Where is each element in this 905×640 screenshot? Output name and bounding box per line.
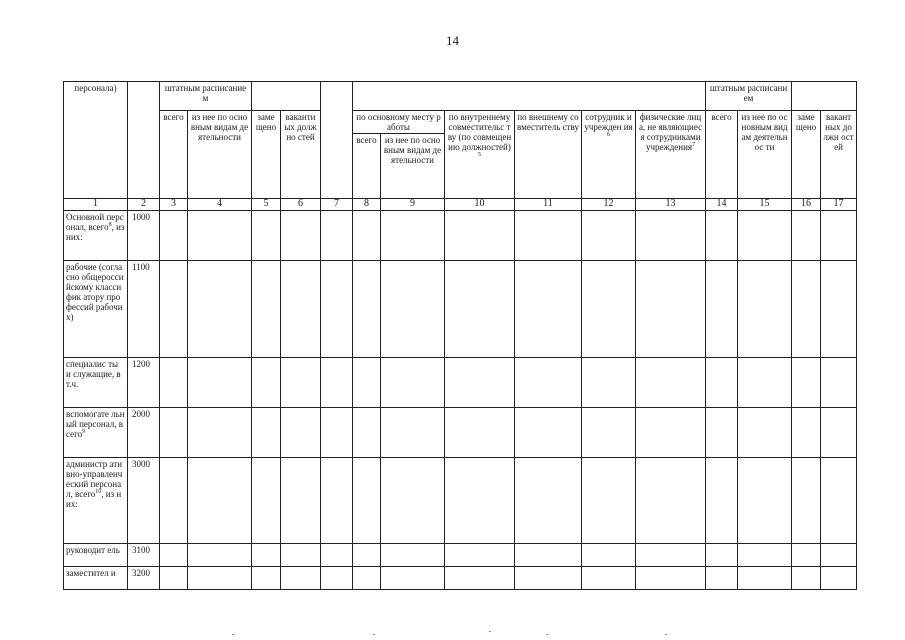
staff-table bbox=[63, 81, 857, 590]
header-iz-nee-2: из нее по основным видам деятельнос ти bbox=[738, 111, 792, 199]
row-code: 1100 bbox=[128, 261, 160, 358]
data-cell bbox=[792, 211, 821, 261]
header-iz-nee-1: из нее по основным видам деятельности bbox=[188, 111, 252, 199]
data-cell bbox=[281, 211, 321, 261]
data-cell bbox=[353, 261, 381, 358]
header-col7-blank bbox=[321, 82, 353, 199]
table-row bbox=[64, 408, 857, 458]
data-cell bbox=[252, 408, 281, 458]
data-cell bbox=[160, 544, 188, 567]
header-zameshcheno-1: заме щено bbox=[252, 111, 281, 199]
data-cell bbox=[188, 408, 252, 458]
table-row bbox=[64, 261, 857, 358]
data-cell bbox=[515, 567, 582, 590]
data-cell bbox=[792, 408, 821, 458]
data-cell bbox=[353, 211, 381, 261]
data-cell bbox=[252, 261, 281, 358]
column-number: 5 bbox=[252, 199, 281, 211]
header-vakantnyh-2: вакант ных должн остей bbox=[821, 111, 857, 199]
data-cell bbox=[281, 261, 321, 358]
data-cell bbox=[281, 358, 321, 408]
row-code: 1200 bbox=[128, 358, 160, 408]
data-cell bbox=[515, 261, 582, 358]
header-blank-b bbox=[353, 82, 706, 111]
header-vakantnyh-1: ваканти ых должно стей bbox=[281, 111, 321, 199]
data-cell bbox=[582, 358, 636, 408]
data-cell bbox=[821, 408, 857, 458]
data-cell bbox=[445, 211, 515, 261]
header-po-vneshnemu: по внешнему совместитель ству bbox=[515, 111, 582, 199]
header-shtat-2: штатным расписанием bbox=[706, 82, 792, 111]
data-cell bbox=[353, 458, 381, 544]
column-number: 1 bbox=[64, 199, 128, 211]
column-number: 13 bbox=[636, 199, 706, 211]
data-cell bbox=[445, 567, 515, 590]
data-cell bbox=[188, 261, 252, 358]
data-cell bbox=[381, 408, 445, 458]
data-cell bbox=[160, 567, 188, 590]
data-cell bbox=[515, 408, 582, 458]
column-number: 17 bbox=[821, 199, 857, 211]
data-cell bbox=[515, 544, 582, 567]
data-cell bbox=[353, 358, 381, 408]
data-cell bbox=[821, 261, 857, 358]
data-cell bbox=[738, 408, 792, 458]
row-label: Основной персонал, всего$^8$, из них: bbox=[64, 211, 128, 261]
header-row-top bbox=[64, 82, 857, 111]
scan-speck bbox=[546, 634, 548, 635]
data-cell bbox=[792, 544, 821, 567]
row-code: 3000 bbox=[128, 458, 160, 544]
column-number: 3 bbox=[160, 199, 188, 211]
data-cell bbox=[160, 211, 188, 261]
data-cell bbox=[582, 458, 636, 544]
data-cell bbox=[252, 567, 281, 590]
table-row bbox=[64, 458, 857, 544]
column-number: 12 bbox=[582, 199, 636, 211]
header-category: персонала) bbox=[64, 82, 128, 199]
row-label: вспомогате льный персонал, всего$^9$ bbox=[64, 408, 128, 458]
column-number: 6 bbox=[281, 199, 321, 211]
data-cell bbox=[188, 567, 252, 590]
column-number: 8 bbox=[353, 199, 381, 211]
table-row bbox=[64, 544, 857, 567]
data-cell bbox=[738, 458, 792, 544]
data-cell bbox=[792, 358, 821, 408]
row-label: администр ативно-управленч еский персонал, всего$^{10}$, из них: bbox=[64, 458, 128, 544]
scan-speck bbox=[489, 631, 491, 632]
data-cell bbox=[281, 458, 321, 544]
data-cell bbox=[321, 261, 353, 358]
data-cell bbox=[321, 358, 353, 408]
column-number: 7 bbox=[321, 199, 353, 211]
data-cell bbox=[321, 544, 353, 567]
row-label: руководит ель bbox=[64, 544, 128, 567]
data-cell bbox=[281, 544, 321, 567]
data-cell bbox=[636, 358, 706, 408]
data-cell bbox=[188, 358, 252, 408]
header-shtat-1: штатным расписанием bbox=[160, 82, 252, 111]
data-cell bbox=[582, 544, 636, 567]
header-blank-a bbox=[252, 82, 321, 111]
data-cell bbox=[381, 567, 445, 590]
data-cell bbox=[188, 211, 252, 261]
column-number: 10 bbox=[445, 199, 515, 211]
data-cell bbox=[252, 458, 281, 544]
header-sotrudniki: сотрудник и учрежден $ия^6$ bbox=[582, 111, 636, 199]
data-cell bbox=[821, 544, 857, 567]
data-cell bbox=[321, 458, 353, 544]
header-zameshcheno-2: заме щено bbox=[792, 111, 821, 199]
row-code: 2000 bbox=[128, 408, 160, 458]
data-cell bbox=[188, 458, 252, 544]
data-cell bbox=[636, 458, 706, 544]
column-number-row bbox=[64, 199, 857, 211]
data-cell bbox=[636, 408, 706, 458]
row-label: заместител и bbox=[64, 567, 128, 590]
header-fizicheskie: физические лица, не являющиеся сотрудниками учреждения$^7$ bbox=[636, 111, 706, 199]
data-cell bbox=[381, 261, 445, 358]
column-number: 2 bbox=[128, 199, 160, 211]
data-cell bbox=[821, 567, 857, 590]
data-cell bbox=[706, 458, 738, 544]
data-cell bbox=[188, 544, 252, 567]
data-cell bbox=[515, 358, 582, 408]
scan-speck bbox=[373, 634, 375, 635]
table-row bbox=[64, 358, 857, 408]
header-code-blank bbox=[128, 82, 160, 199]
data-cell bbox=[706, 544, 738, 567]
header-iz-nee-3: из нее по основным видам деятельности bbox=[381, 134, 445, 199]
data-cell bbox=[445, 261, 515, 358]
data-cell bbox=[706, 261, 738, 358]
data-cell bbox=[792, 261, 821, 358]
data-cell bbox=[381, 544, 445, 567]
header-vsego-1: всего bbox=[160, 111, 188, 199]
data-cell bbox=[792, 567, 821, 590]
scan-speck bbox=[665, 634, 667, 635]
data-cell bbox=[738, 544, 792, 567]
row-code: 1000 bbox=[128, 211, 160, 261]
data-cell bbox=[321, 567, 353, 590]
data-cell bbox=[636, 567, 706, 590]
data-cell bbox=[738, 261, 792, 358]
data-cell bbox=[636, 211, 706, 261]
data-cell bbox=[252, 358, 281, 408]
data-cell bbox=[321, 408, 353, 458]
data-cell bbox=[821, 358, 857, 408]
data-cell bbox=[738, 211, 792, 261]
data-cell bbox=[353, 408, 381, 458]
data-cell bbox=[281, 567, 321, 590]
column-number: 16 bbox=[792, 199, 821, 211]
data-cell bbox=[738, 358, 792, 408]
header-vsego-3: всего bbox=[353, 134, 381, 199]
header-po-vnutrennemu: по внутреннему совместительс тву (по совмещению должностей)$^5$ bbox=[445, 111, 515, 199]
data-cell bbox=[792, 458, 821, 544]
table-row bbox=[64, 567, 857, 590]
data-cell bbox=[738, 567, 792, 590]
data-cell bbox=[252, 544, 281, 567]
data-cell bbox=[445, 458, 515, 544]
data-cell bbox=[582, 261, 636, 358]
data-cell bbox=[582, 211, 636, 261]
scan-specks bbox=[0, 628, 905, 640]
data-cell bbox=[706, 358, 738, 408]
data-cell bbox=[353, 544, 381, 567]
data-cell bbox=[160, 458, 188, 544]
row-code: 3200 bbox=[128, 567, 160, 590]
row-label: специалис ты и служащие, в т.ч. bbox=[64, 358, 128, 408]
data-cell bbox=[582, 567, 636, 590]
data-cell bbox=[381, 458, 445, 544]
column-number: 4 bbox=[188, 199, 252, 211]
header-po-osnovnomu: по основному месту работы bbox=[353, 111, 445, 134]
data-cell bbox=[706, 211, 738, 261]
data-cell bbox=[160, 358, 188, 408]
column-number: 14 bbox=[706, 199, 738, 211]
data-cell bbox=[160, 261, 188, 358]
page-number: 14 bbox=[446, 33, 459, 48]
column-number: 11 bbox=[515, 199, 582, 211]
data-cell bbox=[821, 458, 857, 544]
data-cell bbox=[515, 211, 582, 261]
data-cell bbox=[821, 211, 857, 261]
data-cell bbox=[636, 544, 706, 567]
header-row-mid bbox=[64, 111, 857, 134]
data-cell bbox=[706, 408, 738, 458]
column-number: 9 bbox=[381, 199, 445, 211]
data-cell bbox=[515, 458, 582, 544]
data-cell bbox=[281, 408, 321, 458]
data-cell bbox=[353, 567, 381, 590]
row-code: 3100 bbox=[128, 544, 160, 567]
header-blank-c bbox=[792, 82, 857, 111]
data-cell bbox=[445, 544, 515, 567]
data-cell bbox=[160, 408, 188, 458]
data-cell bbox=[582, 408, 636, 458]
scan-speck bbox=[232, 634, 234, 635]
data-cell bbox=[445, 408, 515, 458]
data-cell bbox=[252, 211, 281, 261]
data-cell bbox=[445, 358, 515, 408]
row-label: рабочие (согласно общеросси йскому классифик атору профессий рабочих) bbox=[64, 261, 128, 358]
data-cell bbox=[321, 211, 353, 261]
data-cell bbox=[636, 261, 706, 358]
header-vsego-2: всего bbox=[706, 111, 738, 199]
data-cell bbox=[381, 358, 445, 408]
data-cell bbox=[381, 211, 445, 261]
column-number: 15 bbox=[738, 199, 792, 211]
table-row bbox=[64, 211, 857, 261]
data-cell bbox=[706, 567, 738, 590]
